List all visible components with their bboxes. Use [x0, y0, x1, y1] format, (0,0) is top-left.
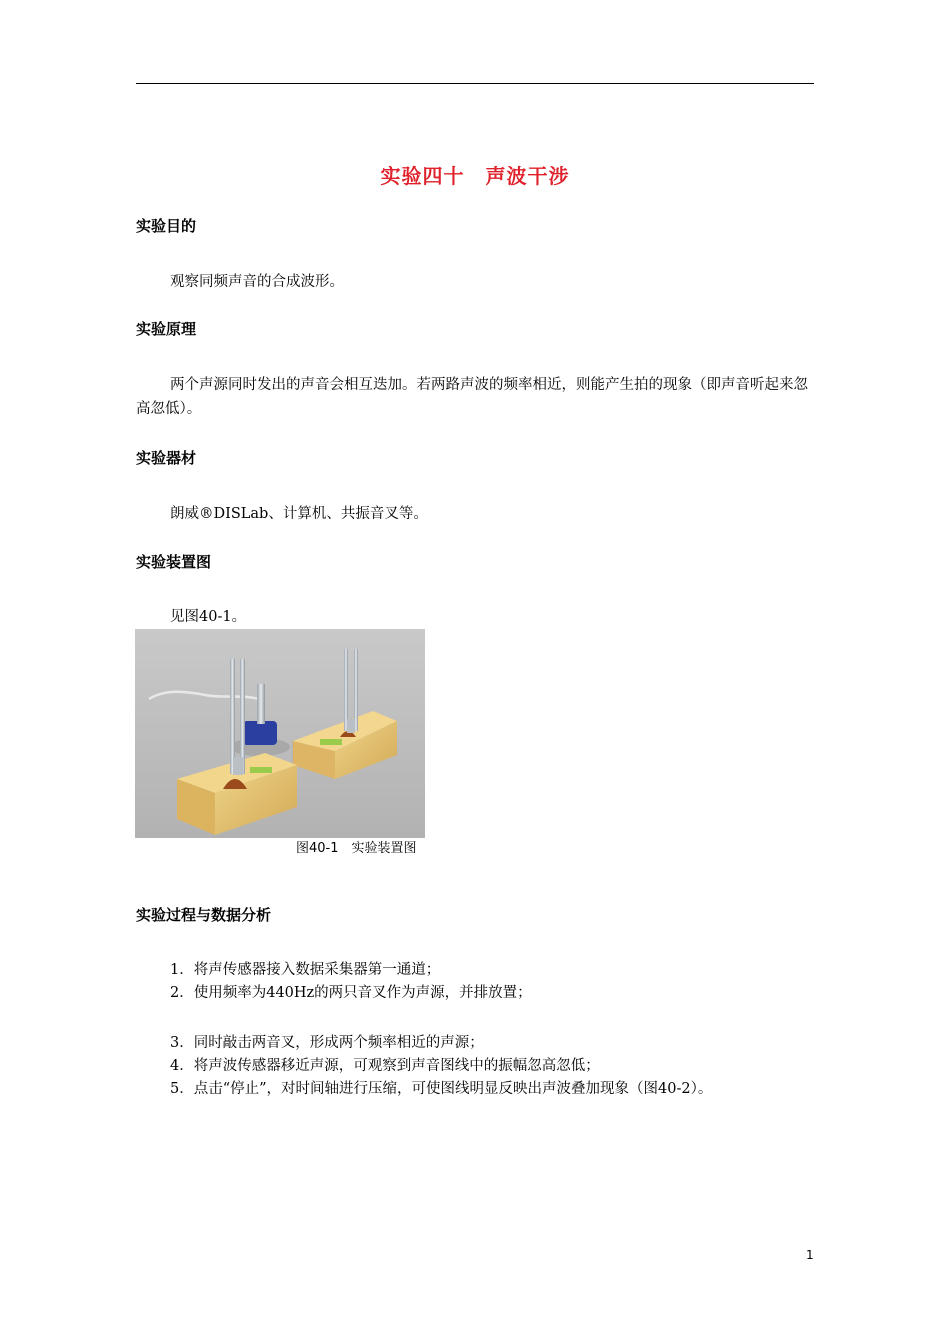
step-1: 1．将声传感器接入数据采集器第一通道；: [170, 962, 441, 978]
heading-purpose: 实验目的: [136, 217, 197, 235]
figure-caption: 图40-1 实验装置图: [296, 841, 417, 856]
purpose-text: 观察同频声音的合成波形。: [170, 274, 344, 290]
heading-principle: 实验原理: [136, 320, 197, 338]
header-rule: [136, 83, 814, 84]
page-number: 1: [806, 1248, 814, 1262]
principle-text: 两个声源同时发出的声音会相互迭加。若两路声波的频率相近，则能产生拍的现象（即声音听起来忽高忽低）。: [136, 377, 808, 417]
equipment-text: 朗威®DISLab、计算机、共振音叉等。: [170, 506, 428, 522]
experiment-setup-photo: [135, 629, 425, 838]
step-4: 4．将声波传感器移近声源，可观察到声音图线中的振幅忽高忽低；: [170, 1058, 600, 1074]
setup-text: 见图40-1。: [170, 609, 247, 625]
steps-list-a: [170, 959, 532, 1005]
step-3: 3．同时敲击两音叉，形成两个频率相近的声源；: [170, 1035, 484, 1051]
page-title: 实验四十 声波干涉: [380, 164, 570, 188]
heading-procedure: 实验过程与数据分析: [136, 906, 272, 924]
heading-setup: 实验装置图: [136, 553, 212, 571]
heading-equipment: 实验器材: [136, 449, 197, 467]
steps-list-b: [170, 1032, 712, 1101]
step-2: 2．使用频率为440Hz的两只音叉作为声源，并排放置；: [170, 985, 532, 1001]
step-5: 5．点击“停止”，对时间轴进行压缩，可使图线明显反映出声波叠加现象（图40-2）。: [170, 1081, 713, 1097]
